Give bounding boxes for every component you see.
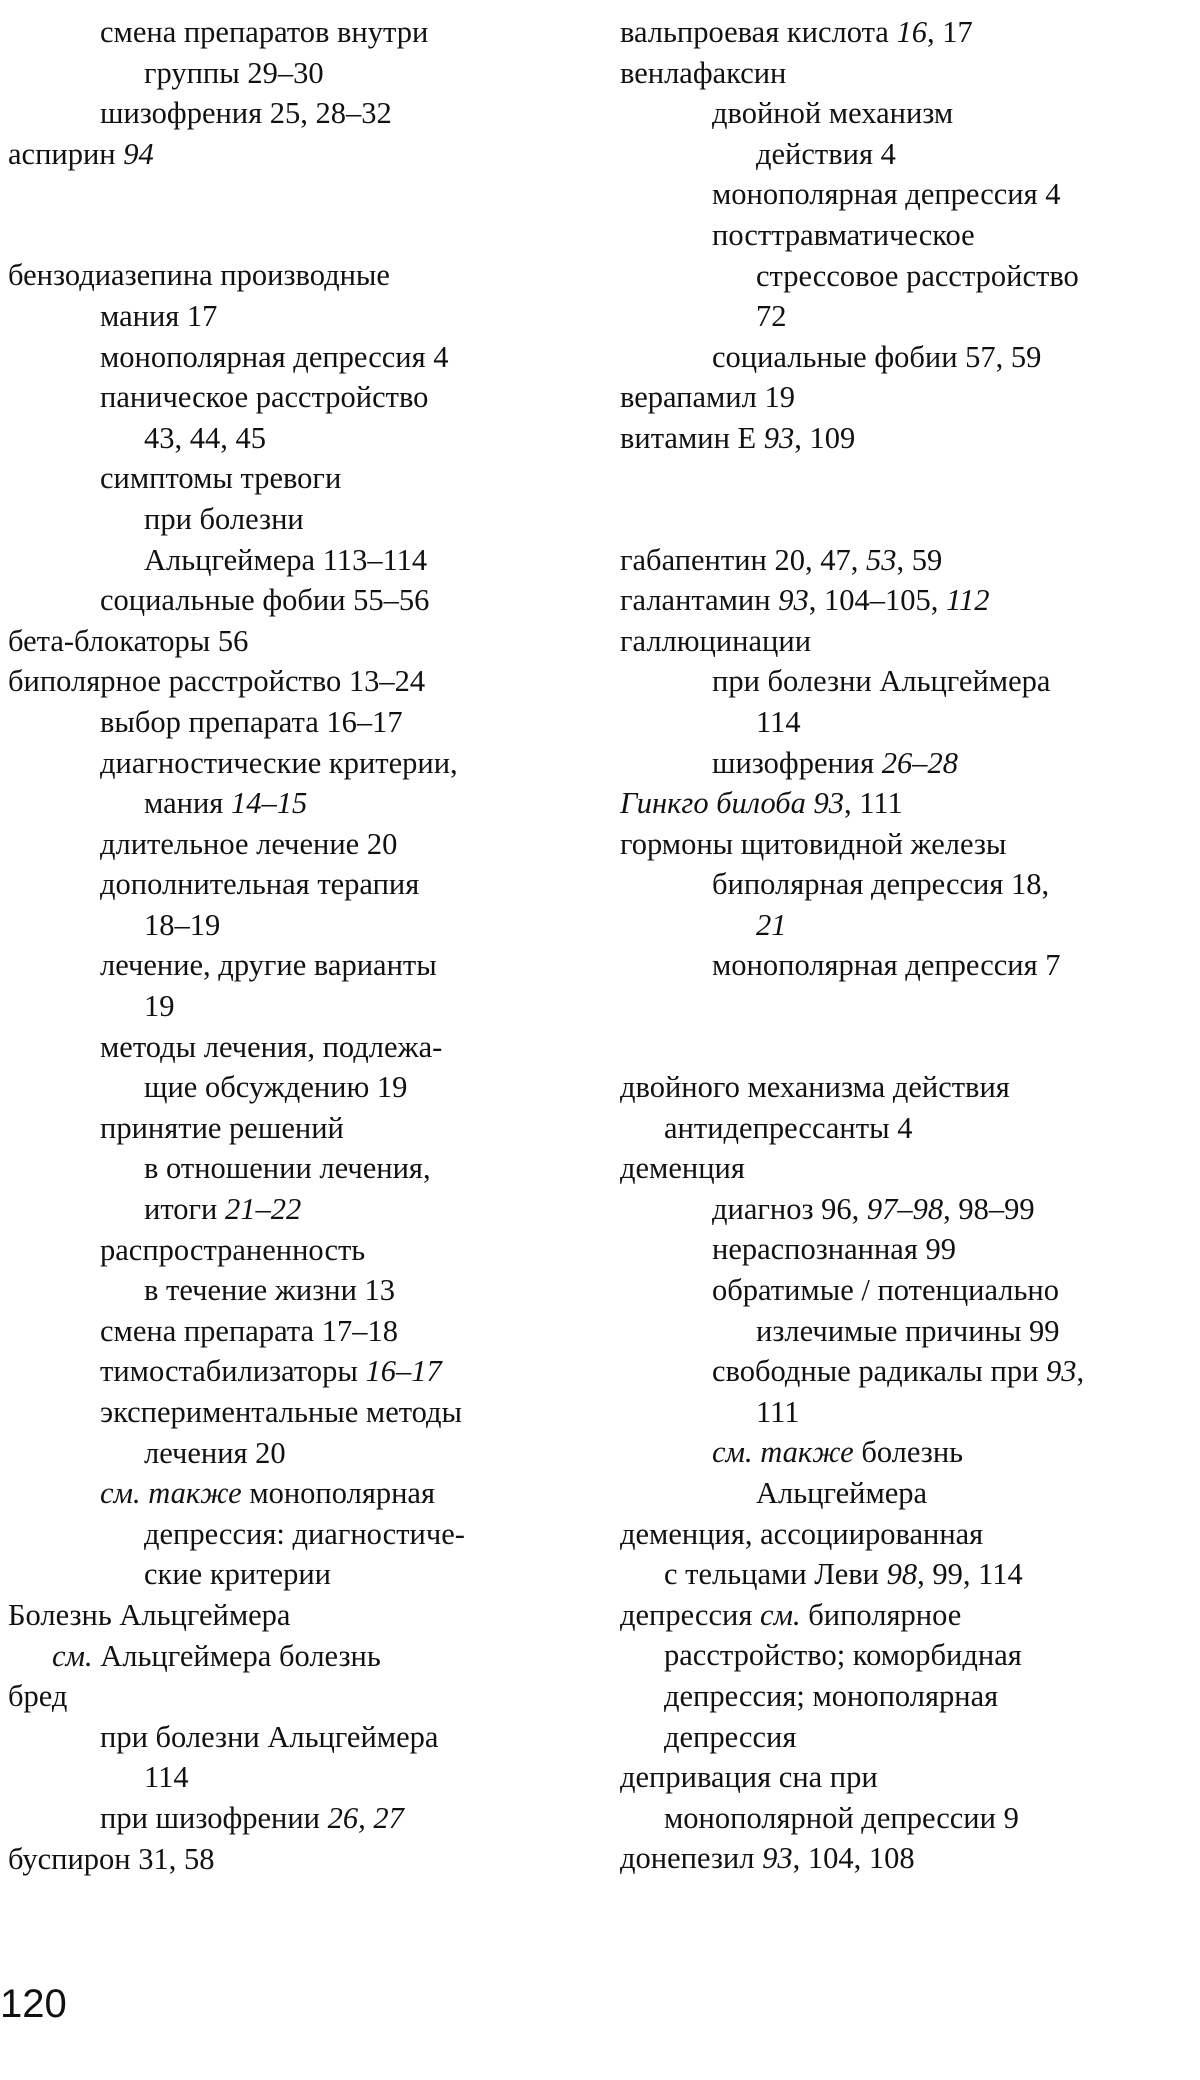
index-entry-text: венлафаксин <box>620 55 787 90</box>
index-entry-text: социальные фобии 55–56 <box>100 583 430 618</box>
index-entry-text: мания 17 <box>100 298 218 333</box>
index-entry-text: щие обсуждению 19 <box>144 1070 408 1105</box>
index-entry-text: обратимые / потенциально <box>712 1273 1059 1308</box>
index-entry <box>8 905 568 946</box>
index-entry-text: паническое расстройство <box>100 380 429 415</box>
index-entry-text: буспирон 31, 58 <box>8 1841 215 1876</box>
index-entry <box>8 1595 568 1636</box>
index-entry-text: свободные радикалы при <box>712 1354 1047 1389</box>
index-entry-text: ские критерии <box>144 1557 331 1592</box>
index-entry <box>620 824 1200 865</box>
index-entry <box>620 1311 1200 1352</box>
index-entry-italic-text: см. <box>52 1638 93 1673</box>
index-entry-italic-text: 93 <box>763 420 795 455</box>
index-entry <box>620 12 1200 53</box>
index-entry-italic-text: см. также <box>100 1476 242 1511</box>
index-entry-text: социальные фобии 57, 59 <box>712 339 1042 374</box>
index-entry-text: , 104–105, <box>808 583 946 618</box>
index-entry <box>8 540 568 581</box>
index-entry-text: экспериментальные методы <box>100 1395 463 1429</box>
index-entry <box>8 12 568 53</box>
index-entry <box>620 1595 1200 1636</box>
index-entry-text: шизофрения 25, 28–32 <box>100 96 392 131</box>
index-entry-text: выбор препарата 16–17 <box>100 704 403 739</box>
index-entry <box>620 53 1200 94</box>
index-entry-italic-text: 26–28 <box>881 745 959 780</box>
index-entry-text: с тельцами Леви <box>664 1557 887 1592</box>
index-entry <box>8 702 568 743</box>
index-entry-text: депрессия; монополярная <box>664 1678 999 1713</box>
index-entry <box>8 945 568 986</box>
index-entry-text: монополярной депрессии 9 <box>664 1800 1019 1835</box>
index-entry-text: витамин E <box>620 420 764 455</box>
index-entry-text: , 111 <box>844 786 903 821</box>
index-entry <box>8 499 568 540</box>
index-entry-italic-text: 21 <box>756 907 787 942</box>
index-entry <box>620 945 1200 986</box>
index-entry <box>8 1636 568 1677</box>
index-entry-text: длительное лечение 20 <box>100 826 398 861</box>
index-entry-text: габапентин 20, 47, <box>620 542 866 577</box>
index-entry <box>620 661 1200 702</box>
index-entry-text: принятие решений <box>100 1110 344 1145</box>
index-entry <box>620 1635 1200 1676</box>
index-entry <box>620 93 1200 134</box>
index-entry-text: 18–19 <box>144 907 221 942</box>
index-entry-text: диагноз 96, <box>712 1191 867 1226</box>
index-entry-text: лечение, другие варианты <box>100 948 437 983</box>
index-entry <box>620 1392 1200 1433</box>
index-entry <box>620 783 1200 824</box>
index-entry-text: двойного механизма действия <box>620 1070 1010 1105</box>
index-entry-text: излечимые причины 99 <box>756 1313 1060 1348</box>
index-entry-text: аспирин <box>8 136 124 171</box>
index-entry-text: шизофрения <box>712 745 882 780</box>
index-entry-italic-text: 94 <box>123 136 154 171</box>
index-entry-text: верапамил 19 <box>620 380 795 415</box>
index-entry-italic-text: 97–98 <box>866 1191 944 1226</box>
index-entry-text: посттравматическое <box>712 217 975 252</box>
index-entry <box>8 1514 568 1555</box>
index-entry-text: монополярная депрессия 7 <box>712 948 1061 983</box>
index-entry-text: биполярное расстройство 13–24 <box>8 664 426 699</box>
index-entry-text: , <box>1076 1354 1085 1389</box>
index-entry-text: 43, 44, 45 <box>144 420 266 455</box>
index-entry-text: стрессовое расстройство <box>756 258 1079 293</box>
index-entry <box>8 1351 568 1392</box>
index-entry <box>8 1839 568 1880</box>
index-entry-text: Альцгеймера 113–114 <box>144 542 428 577</box>
index-entry <box>8 864 568 905</box>
index-entry-text: депривация сна при <box>620 1760 878 1795</box>
index-entry-text: тимостабилизаторы <box>100 1354 366 1389</box>
index-entry <box>620 905 1200 946</box>
index-entry <box>8 377 568 418</box>
index-entry <box>8 824 568 865</box>
index-entry-italic-text: 93 <box>1046 1354 1077 1389</box>
index-entry <box>8 1717 568 1758</box>
index-entry-text: смена препарата 17–18 <box>100 1313 398 1348</box>
index-column-right <box>620 12 1200 1879</box>
index-entry <box>8 1270 568 1311</box>
index-entry-text: лечения 20 <box>144 1435 286 1470</box>
index-entry <box>620 1270 1200 1311</box>
index-entry-text: симптомы тревоги <box>100 461 342 496</box>
index-entry-text: галантамин <box>620 583 779 618</box>
index-entry-text: Альцгеймера <box>756 1476 928 1510</box>
index-entry-text: итоги <box>144 1192 225 1227</box>
index-entry-text: биполярная депрессия 18, <box>712 867 1050 902</box>
index-entry <box>620 540 1200 581</box>
index-entry <box>8 783 568 824</box>
index-entry-text: распространенность <box>100 1232 366 1267</box>
index-entry <box>8 1148 568 1189</box>
index-entry <box>620 743 1200 784</box>
index-entry-text: монополярная <box>241 1476 435 1511</box>
index-entry-text: диагностические критерии, <box>100 745 458 780</box>
index-entry-text: депрессия: диагностиче- <box>144 1516 465 1551</box>
index-entry-text: , 17 <box>926 15 973 49</box>
index-entry <box>8 458 568 499</box>
index-entry-text: 114 <box>756 704 801 739</box>
index-entry-text: 114 <box>144 1760 189 1795</box>
index-entry <box>620 418 1200 459</box>
page-number: 120 <box>0 1982 67 2026</box>
index-entry-italic-text: 93 <box>778 583 809 618</box>
index-entry <box>8 1311 568 1352</box>
index-entry <box>620 1189 1200 1230</box>
index-entry <box>8 743 568 784</box>
index-entry-italic-text: 98 <box>886 1557 918 1592</box>
index-entry <box>8 1757 568 1798</box>
index-entry <box>8 255 568 296</box>
index-entry-text: биполярное <box>800 1597 962 1632</box>
index-entry-text: монополярная депрессия 4 <box>712 177 1061 212</box>
index-entry <box>620 1838 1200 1879</box>
index-entry-text <box>806 786 814 820</box>
index-entry <box>620 1108 1200 1149</box>
index-entry <box>620 1798 1200 1839</box>
index-entry-text: при болезни Альцгеймера <box>100 1719 439 1754</box>
index-entry <box>620 296 1200 337</box>
index-entry <box>620 1676 1200 1717</box>
index-entry-text: донепезил <box>620 1841 763 1876</box>
index-entry-text: , 98–99 <box>943 1191 1035 1226</box>
index-entry-text: деменция <box>620 1151 745 1186</box>
index-entry <box>620 621 1200 662</box>
index-entry <box>620 377 1200 418</box>
index-entry-text: при болезни Альцгеймера <box>712 664 1051 699</box>
index-entry <box>620 864 1200 905</box>
index-entry-text: гормоны щитовидной железы <box>620 826 1007 861</box>
index-entry <box>8 93 568 134</box>
index-entry <box>620 215 1200 256</box>
index-entry <box>8 986 568 1027</box>
entry-gap <box>8 174 568 255</box>
index-entry <box>8 1554 568 1595</box>
index-entry-text: бред <box>8 1679 68 1714</box>
entry-gap <box>620 986 1200 1067</box>
index-entry <box>8 661 568 702</box>
index-entry-text: депрессия <box>664 1719 797 1754</box>
index-entry <box>8 1067 568 1108</box>
index-entry-text: Болезнь Альцгеймера <box>8 1597 291 1632</box>
index-entry-text: бензодиазепина производные <box>8 258 390 293</box>
index-entry-text: вальпроевая кислота <box>620 15 897 49</box>
entry-gap <box>620 459 1200 540</box>
index-entry-italic-text: 21–22 <box>224 1192 302 1227</box>
index-entry-text: мания <box>144 786 231 821</box>
index-entry-text: двойной механизм <box>712 96 954 131</box>
index-entry <box>8 337 568 378</box>
index-entry <box>620 1514 1200 1555</box>
index-entry <box>8 418 568 459</box>
index-entry-text: галлюцинации <box>620 623 812 658</box>
index-entry-text: монополярная депрессия 4 <box>100 339 449 374</box>
index-entry <box>620 1229 1200 1270</box>
index-entry-text: при шизофрении <box>100 1800 328 1835</box>
index-entry <box>8 53 568 94</box>
index-entry <box>620 580 1200 621</box>
index-entry <box>8 1108 568 1149</box>
index-entry-italic-text: см. также <box>712 1435 854 1470</box>
index-entry <box>620 1351 1200 1392</box>
index-entry <box>620 174 1200 215</box>
index-entry <box>8 580 568 621</box>
index-entry <box>8 1676 568 1717</box>
index-entry <box>8 1433 568 1474</box>
index-entry <box>8 1230 568 1271</box>
index-entry-italic-text: 112 <box>945 583 990 618</box>
index-entry <box>8 621 568 662</box>
index-entry-text: нераспознанная 99 <box>712 1232 956 1267</box>
index-entry <box>620 256 1200 297</box>
index-entry-text: , 109 <box>794 420 856 455</box>
index-entry <box>8 296 568 337</box>
index-entry-text: депрессия <box>620 1597 760 1632</box>
index-entry-text: антидепрессанты 4 <box>664 1110 913 1145</box>
index-entry-text: деменция, ассоциированная <box>620 1516 984 1551</box>
index-entry-italic-text: см. <box>759 1597 801 1632</box>
index-entry <box>620 1432 1200 1473</box>
index-entry <box>8 1027 568 1068</box>
index-entry-text: группы 29–30 <box>144 55 324 90</box>
index-entry-text: действия 4 <box>756 136 896 171</box>
index-entry-text: 72 <box>756 299 787 334</box>
index-entry-text: Альцгеймера болезнь <box>92 1638 381 1673</box>
index-entry <box>620 1148 1200 1189</box>
index-entry-text: , 104, 108 <box>792 1841 915 1876</box>
index-entry-italic-text: 16–17 <box>365 1354 442 1389</box>
index-entry <box>620 1067 1200 1108</box>
index-entry-text: , 99, 114 <box>917 1557 1023 1592</box>
index-entry-text: дополнительная терапия <box>100 867 420 902</box>
index-entry <box>620 134 1200 175</box>
index-entry-italic-text: 14–15 <box>230 786 308 821</box>
index-entry-italic-text: Гинкго билоба <box>620 786 806 821</box>
index-entry-italic-text: 16 <box>896 15 927 49</box>
index-entry <box>620 702 1200 743</box>
index-entry-text: смена препаратов внутри <box>100 15 429 49</box>
index-column-left <box>8 12 568 1879</box>
index-entry-text: , 59 <box>896 542 943 577</box>
index-entry-text: расстройство; коморбидная <box>664 1638 1022 1673</box>
index-entry-text: 111 <box>756 1394 800 1429</box>
index-entry-text: в течение жизни 13 <box>144 1273 396 1308</box>
index-entry <box>620 337 1200 378</box>
index-entry <box>8 1392 568 1433</box>
index-entry <box>620 1473 1200 1514</box>
index-entry <box>620 1717 1200 1758</box>
index-entry-text: 19 <box>144 989 175 1024</box>
index-entry-text: бета-блокаторы 56 <box>8 623 249 658</box>
index-entry-text: в отношении лечения, <box>144 1151 431 1186</box>
index-entry <box>620 1757 1200 1798</box>
index-entry-italic-text: 93 <box>813 786 845 821</box>
index-entry-italic-text: 26, 27 <box>327 1800 404 1835</box>
index-entry <box>8 134 568 175</box>
index-entry <box>8 1798 568 1839</box>
index-entry-text: болезнь <box>853 1435 964 1470</box>
index-entry <box>8 1189 568 1230</box>
index-entry-italic-text: 93 <box>762 1841 793 1876</box>
index-entry-text: методы лечения, подлежа- <box>100 1029 443 1064</box>
index-entry-text: при болезни <box>144 501 304 536</box>
index-entry-italic-text: 53 <box>865 542 897 577</box>
index-entry <box>8 1473 568 1514</box>
index-entry <box>620 1554 1200 1595</box>
